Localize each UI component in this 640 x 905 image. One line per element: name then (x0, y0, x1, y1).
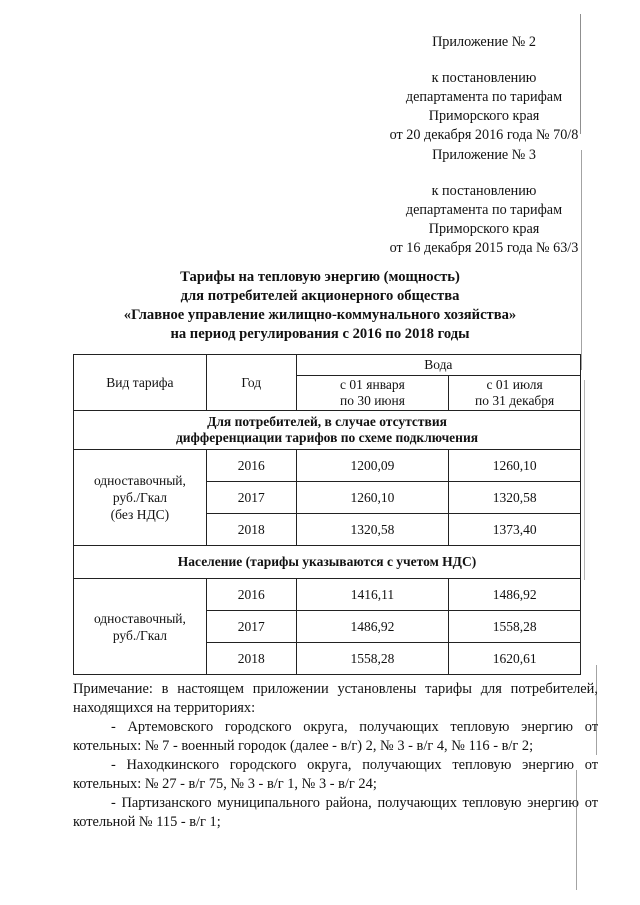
annex-2-line-2: департамента по тарифам (405, 89, 563, 105)
section-2-type-line-2: руб./Гкал (112, 627, 167, 643)
section-1-type-line-1: одноставочный, (93, 473, 186, 488)
section-1-tariff-type (74, 450, 207, 546)
annex-3-line-1: к постановлению (431, 183, 537, 199)
section-2-type-line-1: одноставочный, (93, 610, 186, 626)
year-cell: 2018 (206, 643, 296, 675)
header-period-2-from: с 01 июля (486, 377, 543, 392)
section-2-tariff-type (74, 579, 207, 675)
section-1-title (74, 411, 581, 450)
scan-artifact-line (584, 380, 585, 580)
table-row (74, 579, 581, 611)
scan-artifact-line (596, 665, 597, 755)
header-period-1 (296, 376, 449, 411)
note-item-nakhodka: - Находкинского городского округа, получающих тепловую энергию от котельных: № 27 - в/г 75, № 3 - в/г 1, № 3 - в/г 24; (73, 757, 598, 792)
scan-artifact-line (580, 610, 581, 670)
year-cell: 2017 (206, 482, 296, 514)
tariff-period-2-cell: 1558,28 (449, 611, 581, 643)
scan-artifact-line (580, 14, 581, 134)
note-item-artem: - Артемовского городского округа, получающих тепловую энергию от котельных: № 7 - военный городок (далее - в/г) 2, № 3 - в/г 4, № 116 - в/г 2; (73, 719, 598, 754)
section-1-title-row (74, 411, 581, 450)
header-period-2-to: по 31 декабря (475, 393, 555, 408)
note-item-partizansk: - Партизанского муниципального района, получающих тепловую энергию от котельной № 115 - в/г 1; (73, 795, 598, 830)
tariff-period-1-cell: 1320,58 (296, 514, 449, 546)
document-title (90, 268, 550, 344)
section-1-type-line-3: (без НДС) (110, 507, 170, 522)
section-2-title-row (74, 546, 581, 579)
year-cell: 2018 (206, 514, 296, 546)
tariff-period-1-cell: 1558,28 (296, 643, 449, 675)
header-period-1-to: по 30 июня (339, 393, 405, 408)
header-period-2 (449, 376, 581, 411)
tariff-period-2-cell: 1260,10 (449, 450, 581, 482)
year-cell: 2016 (206, 450, 296, 482)
annex-2-line-4: от 20 декабря 2016 года № 70/8 (389, 127, 579, 143)
note-section (73, 680, 598, 832)
tariff-period-1-cell: 1486,92 (296, 611, 449, 643)
tariff-period-1-cell: 1416,11 (296, 579, 449, 611)
tariff-period-1-cell: 1200,09 (296, 450, 449, 482)
title-line-4: на период регулирования с 2016 по 2018 годы (170, 326, 470, 342)
tariff-table (73, 354, 581, 675)
annex-2-header (384, 33, 584, 145)
section-1-title-line-1: Для потребителей, в случае отсутствия (207, 414, 447, 429)
annex-2-line-1: к постановлению (431, 70, 537, 86)
year-cell: 2017 (206, 611, 296, 643)
title-line-3: «Главное управление жилищно-коммунального хозяйства» (123, 307, 517, 323)
section-1-type-line-2: руб./Гкал (112, 490, 167, 505)
section-2-title: Население (тарифы указываются с учетом НДС) (74, 546, 581, 579)
header-tariff-type: Вид тарифа (74, 355, 207, 411)
tariff-period-2-cell: 1620,61 (449, 643, 581, 675)
note-intro: Примечание: в настоящем приложении установлены тарифы для потребителей, находящихся на территориях: (73, 681, 598, 716)
year-cell: 2016 (206, 579, 296, 611)
annex-3-number: Приложение № 3 (432, 147, 536, 163)
header-row-1 (74, 355, 581, 376)
tariff-period-1-cell: 1260,10 (296, 482, 449, 514)
annex-3-line-2: департамента по тарифам (405, 202, 563, 218)
scan-artifact-line (576, 770, 577, 890)
header-water: Вода (296, 355, 580, 376)
title-line-2: для потребителей акционерного общества (180, 288, 460, 304)
table-row (74, 450, 581, 482)
section-1-title-line-2: дифференциации тарифов по схеме подключения (175, 430, 479, 445)
tariff-period-2-cell: 1486,92 (449, 579, 581, 611)
scan-artifact-line (581, 150, 582, 370)
annex-3-line-4: от 16 декабря 2015 года № 63/3 (389, 240, 579, 256)
header-year: Год (206, 355, 296, 411)
annex-3-header (384, 146, 584, 258)
tariff-period-2-cell: 1373,40 (449, 514, 581, 546)
annex-2-number: Приложение № 2 (432, 34, 536, 50)
annex-2-line-3: Приморского края (428, 108, 540, 124)
annex-3-line-3: Приморского края (428, 221, 540, 237)
title-line-1: Тарифы на тепловую энергию (мощность) (180, 269, 460, 285)
header-period-1-from: с 01 января (340, 377, 405, 392)
tariff-period-2-cell: 1320,58 (449, 482, 581, 514)
